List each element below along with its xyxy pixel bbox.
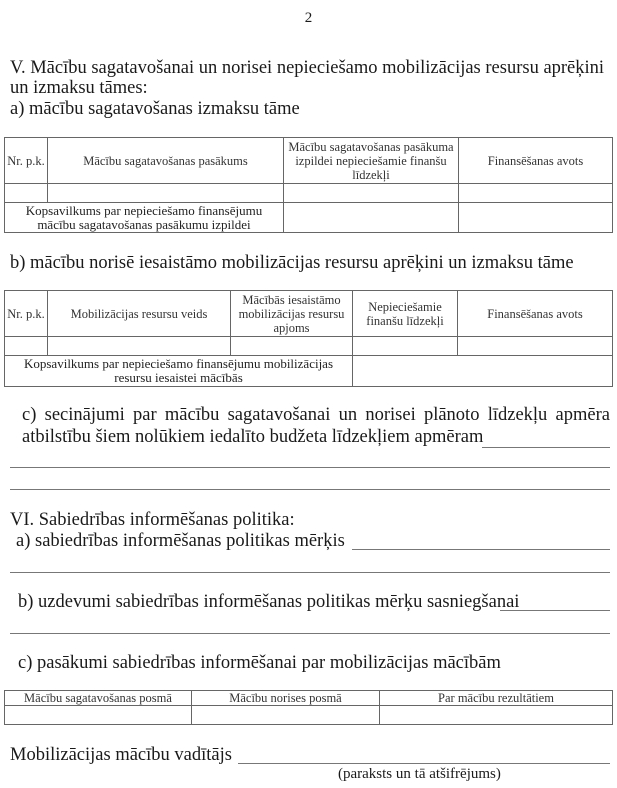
section-vi-c-title: c) pasākumi sabiedrības informēšanai par mobilizācijas mācībām [18,653,501,673]
cost-estimate-table-b [4,290,613,387]
table-row [5,184,613,203]
signature-caption: (paraksts un tā atšifrējums) [338,766,501,782]
summary-value[interactable] [353,356,613,387]
answer-line-c-1[interactable] [482,447,610,448]
cell-results[interactable] [380,706,613,725]
section-v-a-title: a) mācību sagatavošanas izmaksu tāme [10,99,300,119]
cell-source[interactable] [458,337,613,356]
header-preparation-stage: Mācību sagatavošanas posmā [5,691,192,706]
summary-label: Kopsavilkums par nepieciešamo finansējumu mācību sagatavošanas pasākumu izpildei [5,203,284,233]
header-funds: Nepieciešamie finanšu līdzekļi [353,291,458,337]
header-execution-stage: Mācību norises posmā [192,691,380,706]
header-results: Par mācību rezultātiem [380,691,613,706]
cell-funds[interactable] [284,184,459,203]
header-source: Finansēšanas avots [458,291,613,337]
signature-label: Mobilizācijas mācību vadītājs [10,745,232,765]
table-header-row [5,138,613,184]
header-nr: Nr. p.k. [5,138,48,184]
cell-nr[interactable] [5,337,48,356]
section-v-heading-line2: un izmaksu tāmes: [10,78,148,98]
summary-source[interactable] [459,203,613,233]
signature-line[interactable] [238,763,610,764]
summary-funds[interactable] [284,203,459,233]
cell-funds[interactable] [353,337,458,356]
cell-preparation-stage[interactable] [5,706,192,725]
section-vi-heading: VI. Sabiedrības informēšanas politika: [10,510,295,530]
summary-label: Kopsavilkums par nepieciešamo finansējumu mobilizācijas resursu iesaistei mācībās [5,356,353,387]
answer-line-vi-a-1[interactable] [352,549,610,550]
answer-line-vi-a-2[interactable] [10,572,610,573]
table-row [5,706,613,725]
cell-resource-volume[interactable] [231,337,353,356]
header-source: Finansēšanas avots [459,138,613,184]
answer-line-vi-b-1[interactable] [500,610,610,611]
summary-row [5,203,613,233]
cell-nr[interactable] [5,184,48,203]
section-vi-b-label: b) uzdevumi sabiedrības informēšanas politikas mērķu sasniegšanai [18,592,520,612]
section-v-b-title: b) mācību norisē iesaistāmo mobilizācijas resursu aprēķini un izmaksu tāme [10,253,574,273]
section-vi-a-label: a) sabiedrības informēšanas politikas mērķis [16,531,345,551]
header-resource-volume: Mācībās iesaistāmo mobilizācijas resursu apjoms [231,291,353,337]
cell-source[interactable] [459,184,613,203]
table-header-row [5,291,613,337]
header-nr: Nr. p.k. [5,291,48,337]
table-header-row [5,691,613,706]
cost-estimate-table-a [4,137,613,233]
header-funds: Mācību sagatavošanas pasākuma izpildei nepieciešamie finanšu līdzekļi [284,138,459,184]
section-v-c-line2: atbilstību šiem nolūkiem iedalīto budžeta līdzekļiem apmēram [22,427,484,447]
cell-execution-stage[interactable] [192,706,380,725]
cell-resource-type[interactable] [48,337,231,356]
header-measure: Mācību sagatavošanas pasākums [48,138,284,184]
table-row [5,337,613,356]
answer-line-c-3[interactable] [10,489,610,490]
answer-line-vi-b-2[interactable] [10,633,610,634]
page-number: 2 [304,10,313,26]
summary-row [5,356,613,387]
public-info-table [4,690,613,725]
answer-line-c-2[interactable] [10,467,610,468]
section-v-c-line1: c) secinājumi par mācību sagatavošanai un norisei plānoto līdzekļu apmēra [22,405,610,425]
cell-measure[interactable] [48,184,284,203]
section-v-heading-line1: V. Mācību sagatavošanai un norisei nepieciešamo mobilizācijas resursu aprēķini [10,58,605,78]
header-resource-type: Mobilizācijas resursu veids [48,291,231,337]
